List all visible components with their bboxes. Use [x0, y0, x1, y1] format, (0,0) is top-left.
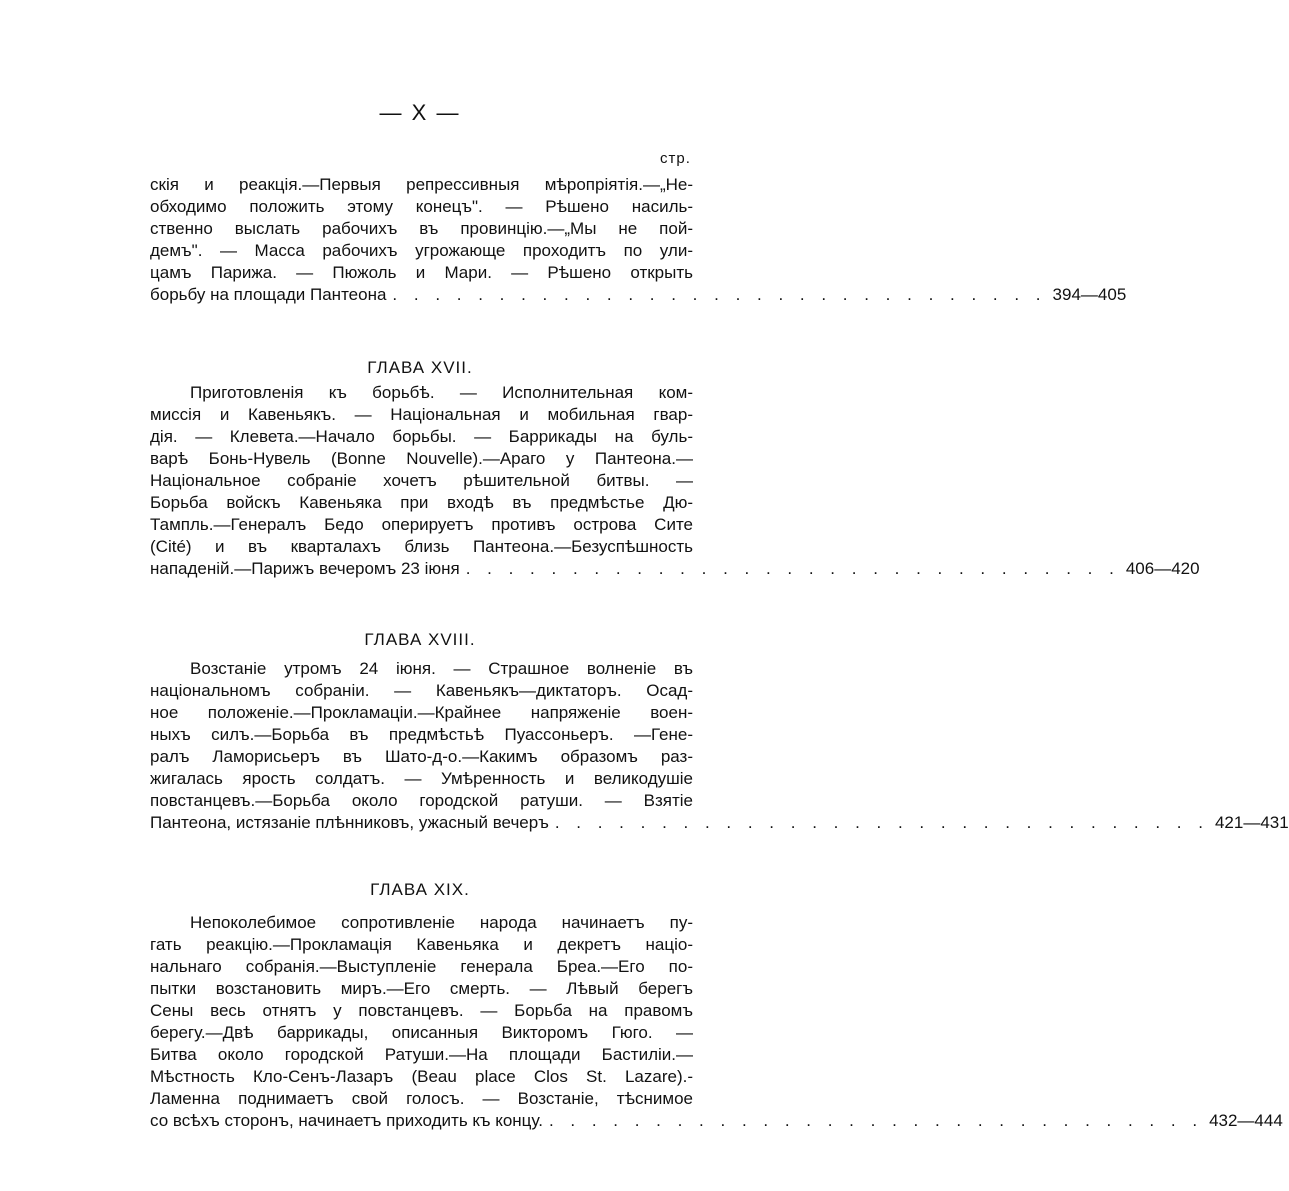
text-line: обходимо положить этому конецъ". — Рѣшено насиль-: [150, 197, 693, 216]
chapter-summary: [150, 912, 1283, 1132]
text-line: пытки возстановить миръ.—Его смерть. — Лѣвый берегъ: [150, 979, 693, 998]
chapter-summary: [150, 382, 1200, 580]
text-line: повстанцевъ.—Борьба около городской ратуши. — Взятіе: [150, 791, 693, 810]
text-line: гать реакцію.—Прокламація Кавеньяка и декретъ націо-: [150, 935, 693, 954]
text-line: миссія и Кавеньякъ. — Національная и мобильная гвар-: [150, 405, 693, 424]
text-line: ственно выслать рабочихъ въ провинцію.—„Мы не пой-: [150, 219, 693, 238]
last-line-text: Пантеона, истязаніе плѣнниковъ, ужасный вечеръ: [150, 813, 549, 832]
text-line: Національное собраніе хочетъ рѣшительной битвы. —: [150, 471, 693, 490]
text-line-last: [150, 558, 1200, 580]
text-line: варѣ Бонь-Нувель (Bonne Nouvelle).—Араго у Пантеона.—: [150, 449, 693, 468]
page-range: 406—420: [1125, 559, 1200, 578]
text-line: жигалась ярость солдатъ. — Умѣренность и великодушіе: [150, 769, 693, 788]
text-line: демъ". — Масса рабочихъ угрожающе проходитъ по ули-: [150, 241, 693, 260]
text-line: берегу.—Двѣ баррикады, описанныя Викторомъ Гюго. —: [150, 1023, 693, 1042]
leader-dots: . . . . . . . . . . . . . . . . . . . . . . . . . . . . . . .: [392, 285, 1047, 304]
chapter-heading: ГЛАВА XVIII.: [364, 630, 476, 649]
text-line: ралъ Ламорисьеръ въ Шато-д-о.—Какимъ образомъ раз-: [150, 747, 693, 766]
chapter-summary: [150, 658, 1289, 834]
text-line: Ламенна поднимаетъ свой голосъ. — Возстаніе, тѣснимое: [150, 1089, 693, 1108]
last-line-text: борьбу на площади Пантеона: [150, 285, 387, 304]
text-line: Мѣстность Кло-Сенъ-Лазаръ (Beau place Clos St. Lazare).-: [150, 1067, 693, 1086]
text-line: Борьба войскъ Кавеньяка при входѣ въ предмѣстье Дю-: [150, 493, 693, 512]
last-line-text: со всѣхъ сторонъ, начинаетъ приходить къ концу.: [150, 1111, 543, 1130]
text-line-last: [150, 284, 1127, 306]
text-line-last: [150, 812, 1289, 834]
leader-dots: . . . . . . . . . . . . . . . . . . . . . . . . . . . . . . .: [554, 813, 1209, 832]
section-continuation: [150, 174, 1127, 306]
text-line: дія. — Клевета.—Начало борьбы. — Баррикады на буль-: [150, 427, 693, 446]
text-line-last: [150, 1110, 1283, 1132]
page-range: 421—431: [1214, 813, 1289, 832]
text-line: Возстаніе утромъ 24 іюня. — Страшное волненіе въ: [190, 659, 693, 678]
text-line: національномъ собраніи. — Кавеньякъ—диктаторъ. Осад-: [150, 681, 693, 700]
text-line: Непоколебимое сопротивленіе народа начинаетъ пу-: [190, 913, 693, 932]
chapter-heading: ГЛАВА XIX.: [370, 880, 470, 899]
text-line: Приготовленія къ борьбѣ. — Исполнительная ком-: [190, 383, 693, 402]
leader-dots: . . . . . . . . . . . . . . . . . . . . . . . . . . . . . . .: [465, 559, 1120, 578]
text-line: Тампль.—Генералъ Бедо оперируетъ противъ острова Сите: [150, 515, 693, 534]
text-line: ное положеніе.—Прокламаціи.—Крайнее напряженіе воен-: [150, 703, 693, 722]
page-range: 394—405: [1052, 285, 1127, 304]
chapter-heading: ГЛАВА XVII.: [367, 358, 473, 377]
text-line: (Cité) и въ кварталахъ близь Пантеона.—Безуспѣшность: [150, 537, 693, 556]
last-line-text: нападеній.—Парижъ вечеромъ 23 іюня: [150, 559, 460, 578]
text-line: скія и реакція.—Первыя репрессивныя мѣропріятія.—„Не-: [150, 175, 693, 194]
page-range: 432—444: [1209, 1111, 1283, 1130]
text-line: нальнаго собранія.—Выступленіе генерала Бреа.—Его по-: [150, 957, 693, 976]
page-number: — X —: [379, 100, 461, 125]
text-line: цамъ Парижа. — Пюжоль и Мари. — Рѣшено открыть: [150, 263, 693, 282]
leader-dots: . . . . . . . . . . . . . . . . . . . . . . . . . . . . . . .: [548, 1111, 1204, 1130]
page-column-label: стр.: [660, 150, 691, 167]
text-line: Сены весь отнятъ у повстанцевъ. — Борьба на правомъ: [150, 1001, 693, 1020]
text-line: Битва около городской Ратуши.—На площади Бастиліи.—: [150, 1045, 693, 1064]
text-line: ныхъ силъ.—Борьба въ предмѣстьѣ Пуассоньеръ. —Гене-: [150, 725, 693, 744]
